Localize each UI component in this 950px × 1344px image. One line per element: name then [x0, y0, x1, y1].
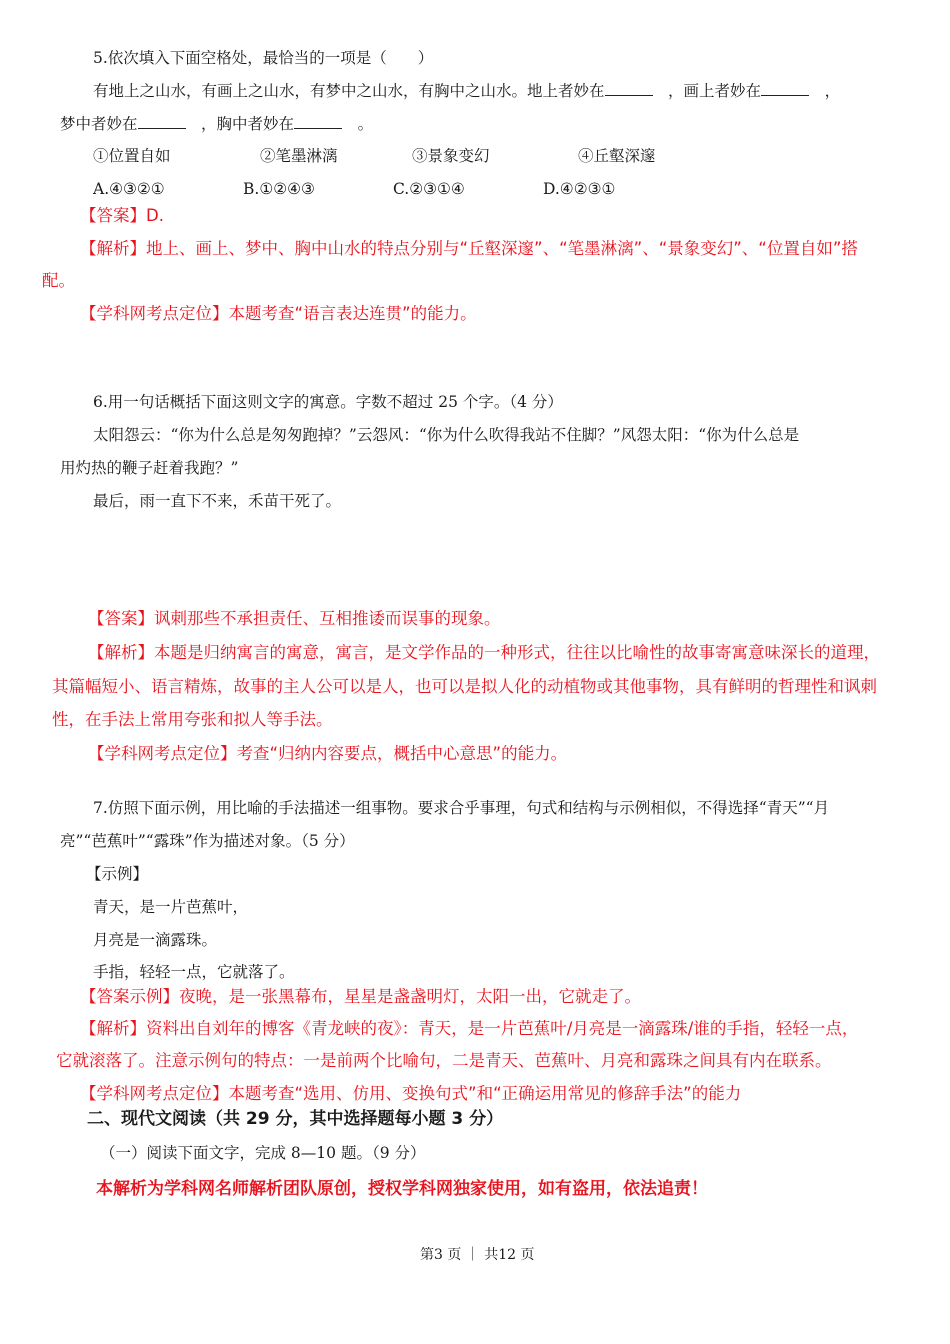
- point-tag: 【学科网考点定位】: [80, 1084, 229, 1103]
- q7-analysis-line2: 它就滚落了。注意示例句的特点：一是前两个比喻句，二是青天、芭蕉叶、月亮和露珠之间具有内在联系。: [56, 1051, 832, 1070]
- blank-4: [294, 114, 342, 129]
- q6-analysis-line1: 【解析】本题是归纳寓言的寓意，寓言，是文学作品的一种形式，往往以比喻性的故事寄寓意味深长的道理，: [88, 643, 880, 662]
- q6-passage-line1: 太阳怨云：“你为什么总是匆匆跑掉？”云怨风：“你为什么吹得我站不住脚？”风怨太阳：“你为什么总是: [93, 426, 800, 444]
- q7-example-tag: 【示例】: [86, 865, 149, 883]
- q6-analysis-line3: 性，在手法上常用夸张和拟人等手法。: [52, 710, 333, 729]
- analysis-tag: 【解析】: [80, 239, 146, 258]
- q5-choice-d: D.④②③①: [543, 180, 616, 198]
- q5-choice-b: B.①②④③: [243, 180, 315, 198]
- q5-analysis-line2: 配。: [42, 271, 75, 290]
- blank-1: [605, 81, 653, 96]
- q5-choice-c: C.②③①④: [393, 180, 465, 198]
- q6-analysis-line2: 其篇幅短小、语言精炼，故事的主人公可以是人，也可以是拟人化的动植物或其他事物，具有鲜明的哲理性和讽刺: [52, 677, 877, 696]
- q5-passage-line1: 有地上之山水，有画上之山水，有梦中之山水，有胸中之山水。地上者妙在 ，画上者妙在 ，: [93, 82, 841, 100]
- copyright-notice: 本解析为学科网名师解析团队原创，授权学科网独家使用，如有盗用，依法追责！: [96, 1179, 708, 1199]
- blank-2: [761, 81, 809, 96]
- q5-stem: 5.依次填入下面空格处，最恰当的一项是（ ）: [93, 49, 434, 67]
- q7-analysis-line1: 【解析】资料出自刘年的博客《青龙峡的夜》：青天，是一片芭蕉叶/月亮是一滴露珠/谁的手指，轻轻一点，: [80, 1019, 859, 1038]
- point-tag: 【学科网考点定位】: [88, 744, 237, 763]
- answer-tag: 【答案】: [80, 206, 146, 225]
- q7-answer: 【答案示例】夜晚，是一张黑幕布，星星是盏盏明灯，太阳一出，它就走了。: [80, 987, 641, 1006]
- q6-passage-line2: 用灼热的鞭子赶着我跑？”: [60, 459, 239, 477]
- q5-item-2: ②笔墨淋漓: [260, 147, 338, 165]
- section-title: 二、现代文阅读（共 29 分，其中选择题每小题 3 分）: [87, 1109, 504, 1129]
- blank-3: [138, 114, 186, 129]
- q7-stem-line2: 亮”“芭蕉叶”“露珠”作为描述对象。（5 分）: [60, 832, 355, 850]
- point-tag: 【学科网考点定位】: [80, 304, 229, 323]
- q6-point: 【学科网考点定位】考查“归纳内容要点，概括中心意思”的能力。: [88, 744, 568, 763]
- section-subtitle: （一）阅读下面文字，完成 8—10 题。（9 分）: [100, 1144, 426, 1162]
- q5-item-3: ③景象变幻: [412, 147, 490, 165]
- q5-item-4: ④丘壑深邃: [578, 147, 656, 165]
- q6-passage-line3: 最后，雨一直下不来，禾苗干死了。: [93, 492, 342, 510]
- q6-answer: 【答案】讽刺那些不承担责任、互相推诿而误事的现象。: [88, 609, 501, 628]
- q5-analysis-line1: 【解析】地上、画上、梦中、胸中山水的特点分别与“丘壑深邃”、“笔墨淋漓”、“景象变幻”、“位置自如”搭: [80, 239, 858, 258]
- q5-answer: 【答案】D.: [80, 206, 164, 225]
- answer-tag: 【答案示例】: [80, 987, 179, 1006]
- page-footer: 第3 页 ｜ 共12 页: [420, 1247, 535, 1263]
- q5-item-1: ①位置自如: [93, 147, 171, 165]
- q5-point: 【学科网考点定位】本题考查“语言表达连贯”的能力。: [80, 304, 477, 323]
- q5-choice-a: A.④③②①: [93, 180, 165, 198]
- q7-example-line3: 手指，轻轻一点，它就落了。: [93, 963, 295, 981]
- q5-passage-line2: 梦中者妙在 ，胸中者妙在 。: [60, 115, 374, 133]
- q7-point: 【学科网考点定位】本题考查“选用、仿用、变换句式”和“正确运用常见的修辞手法”的能力: [80, 1084, 742, 1103]
- q7-stem-line1: 7.仿照下面示例，用比喻的手法描述一组事物。要求合乎事理，句式和结构与示例相似，不得选择“青天”“月: [93, 799, 830, 817]
- q7-example-line2: 月亮是一滴露珠。: [93, 931, 218, 949]
- analysis-tag: 【解析】: [80, 1019, 146, 1038]
- q7-example-line1: 青天，是一片芭蕉叶，: [93, 898, 249, 916]
- q6-stem: 6.用一句话概括下面这则文字的寓意。字数不超过 25 个字。（4 分）: [93, 393, 563, 411]
- analysis-tag: 【解析】: [88, 643, 154, 662]
- answer-tag: 【答案】: [88, 609, 154, 628]
